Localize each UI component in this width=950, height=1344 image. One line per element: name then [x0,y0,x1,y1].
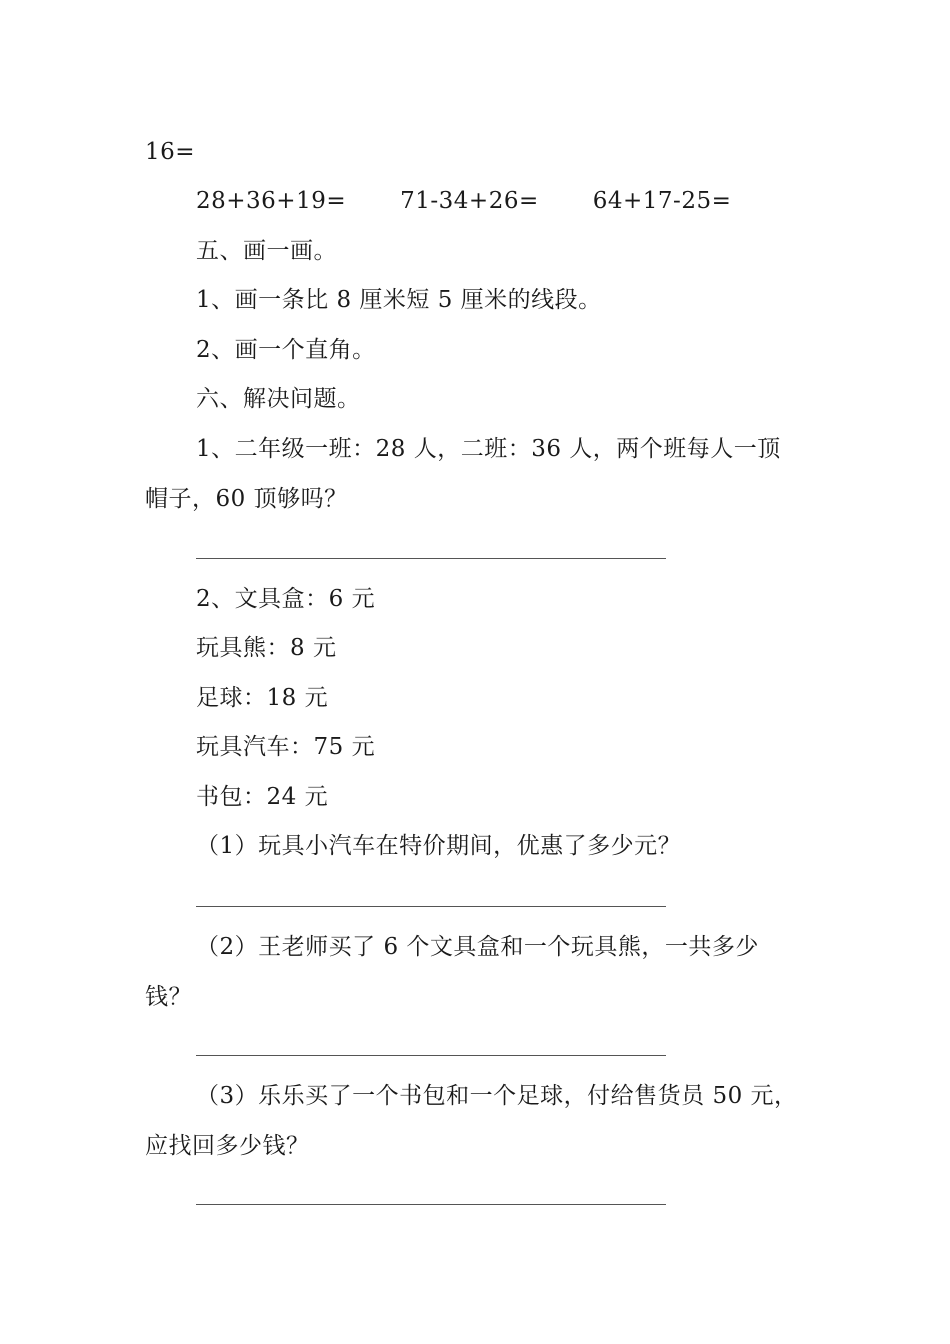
sub-question-1: （1）玩具小汽车在特价期间，优惠了多少元？ [196,833,682,859]
line-continuation: 16= [145,139,196,165]
answer-line-3[interactable] [196,1055,666,1056]
answer-line-4[interactable] [196,1204,666,1205]
answer-line-2[interactable] [196,906,666,907]
sub-question-2: （2）王老师买了 6 个文具盒和一个玩具熊，一共多少 [196,934,759,960]
section-5-heading: 五、画一画。 [196,238,337,264]
price-football: 足球：18 元 [196,685,329,711]
calc-3: 64+17-25= [592,188,732,214]
section-6-question-1: 1、二年级一班：28 人，二班：36 人，两个班每人一顶 [196,436,781,462]
calc-1: 28+36+19= [196,188,347,214]
section-5-question-2: 2、画一个直角。 [196,337,376,363]
section-6-question-2: 2、文具盒：6 元 [196,586,376,612]
price-toy-car: 玩具汽车：75 元 [196,734,376,760]
section-5-question-1: 1、画一条比 8 厘米短 5 厘米的线段。 [196,287,602,313]
price-schoolbag: 书包：24 元 [196,784,329,810]
calc-2: 71-34+26= [400,188,539,214]
answer-line-1[interactable] [196,558,666,559]
price-toy-bear: 玩具熊：8 元 [196,635,337,661]
sub-question-3: （3）乐乐买了一个书包和一个足球，付给售货员 50 元， [196,1083,798,1109]
sub-question-2-cont: 钱？ [145,984,192,1010]
sub-question-3-cont: 应找回多少钱？ [145,1133,310,1159]
section-6-heading: 六、解决问题。 [196,386,361,412]
calc-row [196,186,731,216]
section-6-question-1-cont: 帽子，60 顶够吗？ [145,486,348,512]
